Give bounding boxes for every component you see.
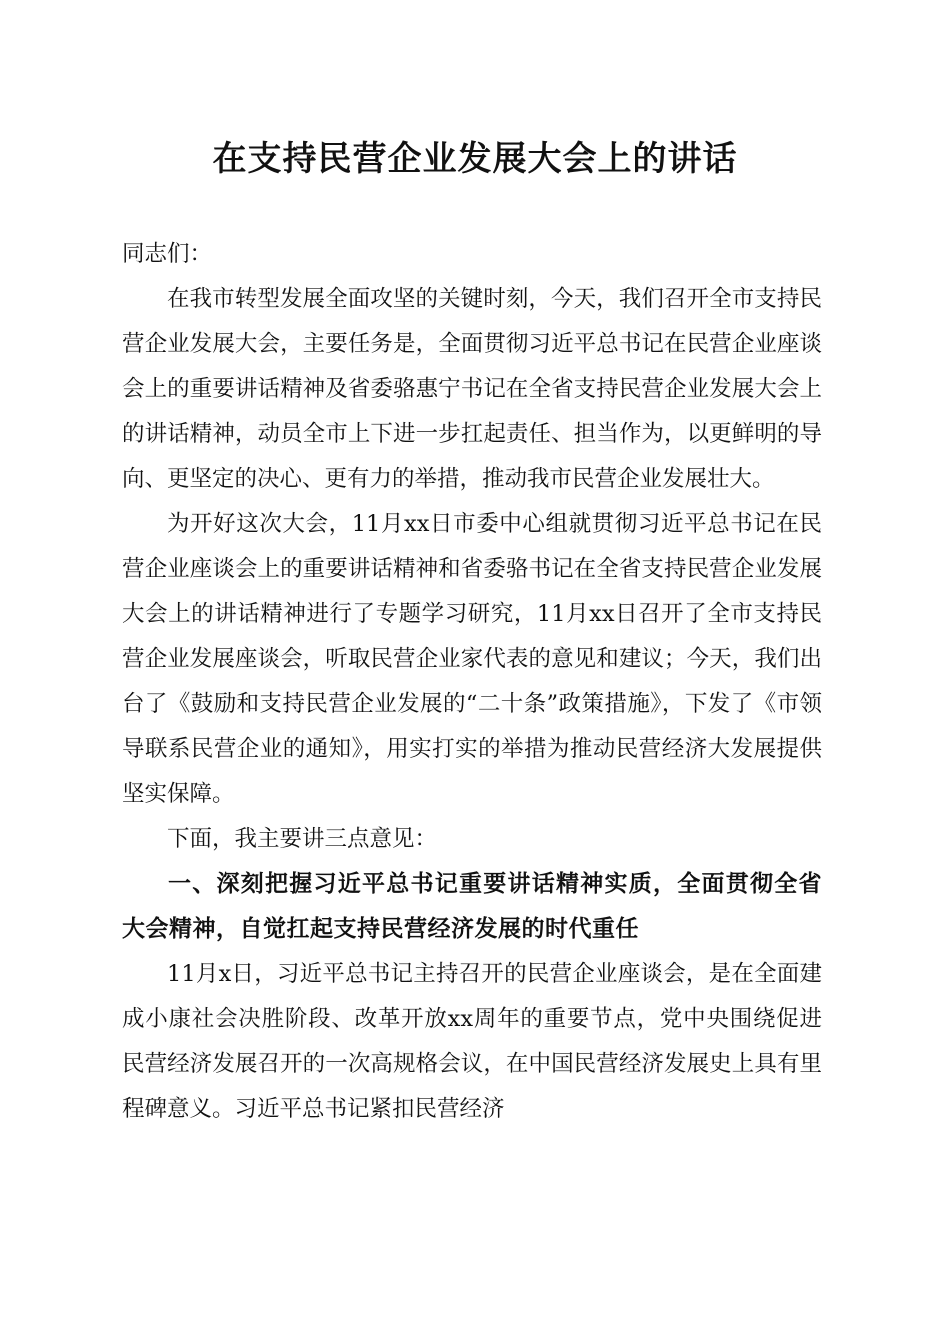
body-paragraph: 11月x日，习近平总书记主持召开的民营企业座谈会，是在全面建成小康社会决胜阶段、改革开放xx周年的重要节点，党中央围绕促进民营经济发展召开的一次高规格会议，在中国民营经济发展史上具有里程碑意义。习近平总书记紧扣民营经济 [122,961,822,1122]
body-paragraph: 为开好这次大会，11月xx日市委中心组就贯彻习近平总书记在民营企业座谈会上的重要讲话精神和省委骆书记在全省支持民营企业发展大会上的讲话精神进行了专题学习研究，11月xx日召开了全市支持民营企业发展座谈会，听取民营企业家代表的意见和建议；今天，我们出台了《鼓励和支持民营企业发展的“二十条”政策措施》，下发了《市领导联系民营企业的通知》，用实打实的举措为推动民营经济大发展提供坚实保障。 [122,511,822,807]
body-paragraph: 在我市转型发展全面攻坚的关键时刻，今天，我们召开全市支持民营企业发展大会，主要任务是，全面贯彻习近平总书记在民营企业座谈会上的重要讲话精神及省委骆惠宁书记在全省支持民营企业发展大会上的讲话精神，动员全市上下进一步扛起责任、担当作为，以更鲜明的导向、更坚定的决心、更有力的举措，推动我市民营企业发展壮大。 [122,286,822,492]
document-title: 在支持民营企业发展大会上的讲话 [212,139,738,179]
body-paragraph: 下面，我主要讲三点意见： [167,826,438,852]
section-heading: 一、深刻把握习近平总书记重要讲话精神实质，全面贯彻全省大会精神，自觉扛起支持民营经济发展的时代重任 [122,871,822,942]
salutation: 同志们： [122,241,213,267]
document-body [122,232,822,1132]
